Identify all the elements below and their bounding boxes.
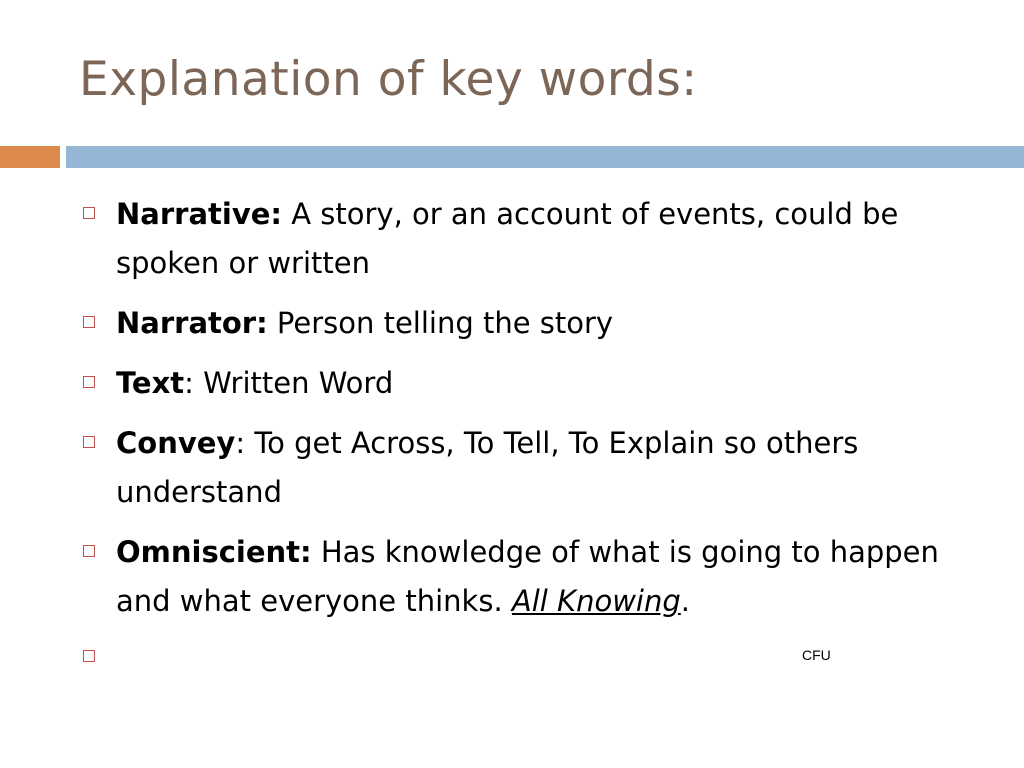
list-item	[80, 419, 960, 517]
term-label: Omniscient:	[116, 535, 312, 569]
list-item	[80, 299, 960, 348]
list-item	[80, 190, 960, 288]
square-bullet-icon	[83, 650, 95, 662]
term-label: Narrator:	[116, 306, 268, 340]
definition-text: : Written Word	[184, 366, 394, 400]
square-bullet-icon	[83, 545, 95, 557]
square-bullet-icon	[83, 376, 95, 388]
definition-text: : To get Across, To Tell, To Explain so others understand	[116, 426, 859, 509]
square-bullet-icon	[83, 316, 95, 328]
square-bullet-icon	[83, 207, 95, 219]
definition-text: Has knowledge of what is going to happen and what everyone thinks.	[116, 535, 939, 618]
bullet-list	[80, 190, 960, 637]
cfu-label: CFU	[802, 647, 831, 663]
definition-end: .	[680, 584, 690, 618]
square-bullet-icon	[83, 436, 95, 448]
list-item	[80, 528, 960, 626]
definition-text: Person telling the story	[267, 306, 614, 340]
term-label: Narrative:	[116, 197, 282, 231]
title-rule-orange	[0, 146, 60, 168]
emphasis-text: All Knowing	[511, 584, 681, 618]
list-item	[80, 359, 960, 408]
term-label: Convey	[116, 426, 236, 460]
definition-text: A story, or an account of events, could be spoken or written	[116, 197, 899, 280]
title-rule-blue	[66, 146, 1024, 168]
slide-title: Explanation of key words:	[79, 52, 698, 107]
term-label: Text	[116, 366, 185, 400]
